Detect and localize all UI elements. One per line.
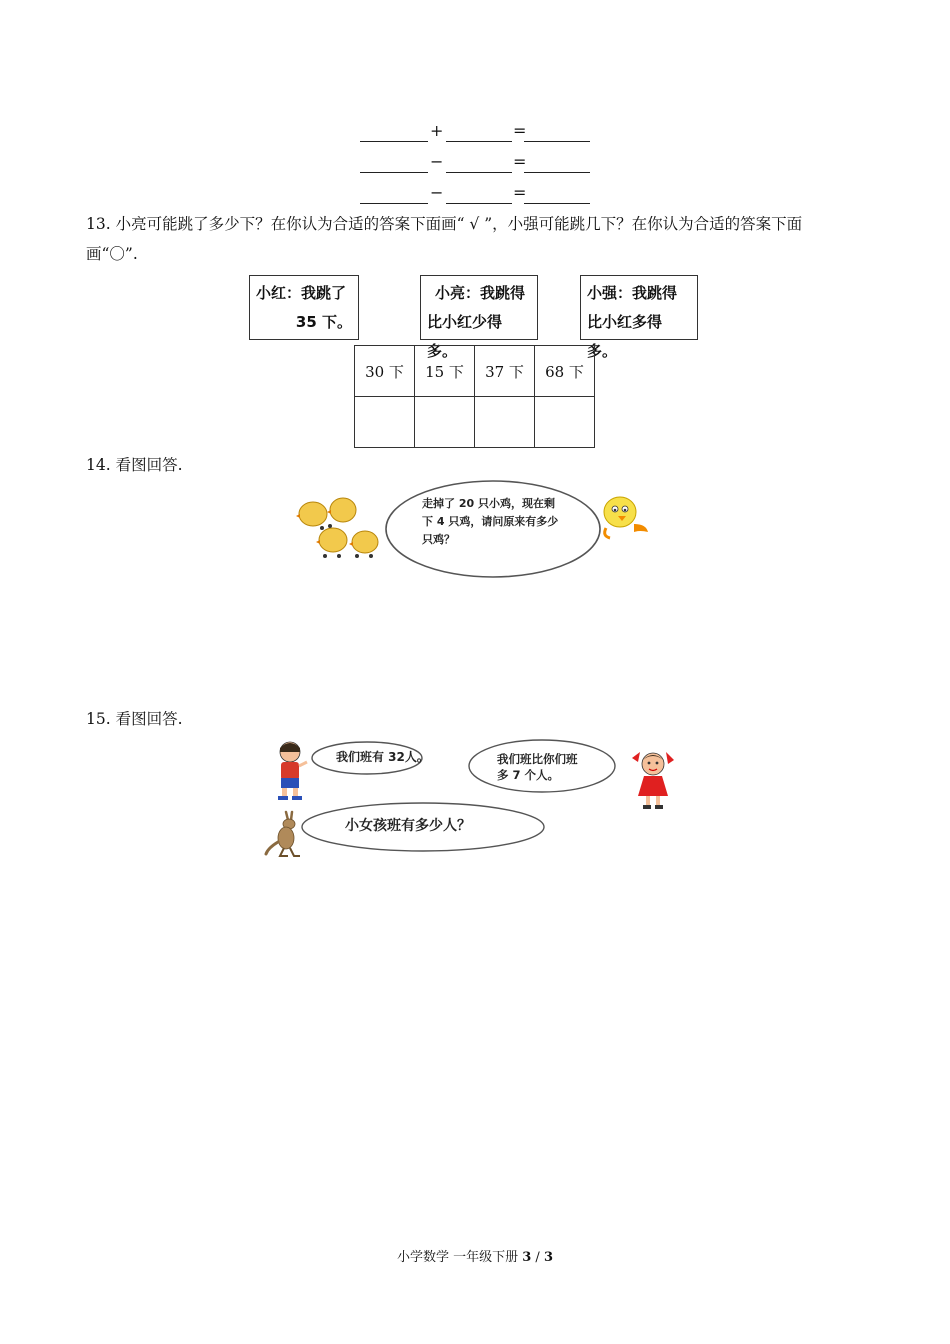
speech-box-xiaoqiang bbox=[580, 275, 698, 360]
boy-illustration bbox=[270, 740, 308, 802]
answer-blank[interactable] bbox=[446, 141, 512, 142]
page-total: 3 bbox=[543, 1250, 553, 1265]
mark-cell[interactable] bbox=[415, 397, 475, 448]
bubble-text-boy: 我们班有 32人。 bbox=[336, 750, 429, 764]
speech-box-xiaohong bbox=[249, 275, 359, 340]
mark-cell[interactable] bbox=[475, 397, 535, 448]
page-footer bbox=[0, 1246, 950, 1265]
question-13-text-cont: 画“〇”. bbox=[86, 245, 138, 263]
bubble-line: 只鸡？ bbox=[422, 533, 455, 546]
bubble-text-chicks bbox=[422, 495, 558, 549]
footer-label: 小学数学 一年级下册 bbox=[396, 1250, 523, 1265]
speech-line: 35 下。 bbox=[295, 313, 352, 331]
speech-line: 小强：我跳得 bbox=[587, 284, 678, 302]
kangaroo-illustration bbox=[264, 808, 302, 858]
answer-blank[interactable] bbox=[360, 203, 428, 204]
answer-blank[interactable] bbox=[360, 172, 428, 173]
answer-blank[interactable] bbox=[360, 141, 428, 142]
bubble-line: 多 7 个人。 bbox=[497, 768, 560, 782]
minus-sign: − bbox=[430, 183, 444, 202]
option-cell: 68 下 bbox=[535, 346, 595, 397]
equation-row-addition bbox=[360, 122, 592, 146]
page-number: 3 bbox=[522, 1250, 532, 1265]
page-separator: / bbox=[531, 1250, 544, 1265]
bubble-line: 我们班比你们班 bbox=[497, 752, 578, 766]
question-14-text: 14. 看图回答. bbox=[86, 456, 183, 474]
option-cell: 37 下 bbox=[475, 346, 535, 397]
equals-sign: = bbox=[513, 121, 527, 140]
girl-illustration bbox=[628, 748, 678, 814]
option-cell: 30 下 bbox=[355, 346, 415, 397]
equation-row-subtraction-1 bbox=[360, 153, 592, 177]
bubble-line: 下 4 只鸡，请问原来有多少 bbox=[422, 515, 559, 528]
equals-sign: = bbox=[513, 183, 527, 202]
equation-row-subtraction-2 bbox=[360, 184, 592, 208]
bubble-text-girl bbox=[497, 751, 578, 783]
answer-blank[interactable] bbox=[446, 172, 512, 173]
jump-options-table bbox=[354, 345, 595, 448]
plus-sign: + bbox=[430, 121, 444, 140]
option-cell: 15 下 bbox=[415, 346, 475, 397]
speech-line: 小亮：我跳得 bbox=[435, 284, 526, 302]
speech-line: 小红：我跳了 bbox=[256, 284, 347, 302]
chicks-group-illustration bbox=[295, 490, 385, 565]
minus-sign: − bbox=[430, 152, 444, 171]
answer-blank[interactable] bbox=[524, 141, 590, 142]
answer-blank[interactable] bbox=[524, 203, 590, 204]
question-15-text: 15. 看图回答. bbox=[86, 710, 183, 728]
bubble-line: 走掉了 20 只小鸡，现在剩 bbox=[422, 497, 555, 510]
answer-blank[interactable] bbox=[524, 172, 590, 173]
speech-box-xiaoliang bbox=[420, 275, 538, 360]
question-13-text: 13. 小亮可能跳了多少下？在你认为合适的答案下面画“ √ ”，小强可能跳几下？在你认为合适的答案下面 bbox=[86, 215, 803, 233]
answer-blank[interactable] bbox=[446, 203, 512, 204]
mark-cell[interactable] bbox=[535, 397, 595, 448]
equals-sign: = bbox=[513, 152, 527, 171]
speech-line: 比小红多得多。 bbox=[587, 313, 663, 360]
bird-illustration bbox=[598, 488, 652, 540]
speech-line: 比小红少得多。 bbox=[427, 313, 503, 360]
bubble-text-question: 小女孩班有多少人？ bbox=[345, 818, 471, 834]
mark-cell[interactable] bbox=[355, 397, 415, 448]
